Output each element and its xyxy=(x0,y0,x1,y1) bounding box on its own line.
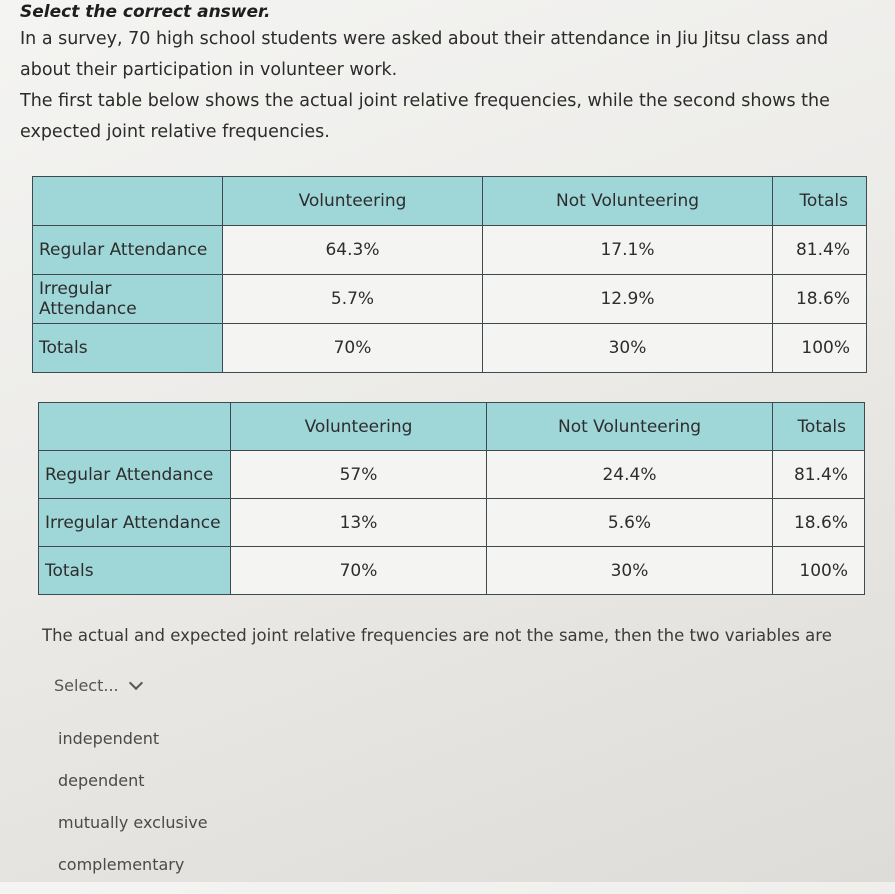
table-cell: 70% xyxy=(223,324,483,373)
table-cell: 64.3% xyxy=(223,226,483,275)
column-header-not-volunteering: Not Volunteering xyxy=(487,403,773,451)
table-header-row xyxy=(33,177,867,226)
table-corner-cell xyxy=(33,177,223,226)
row-label: Regular Attendance xyxy=(39,451,231,499)
column-header-volunteering: Volunteering xyxy=(231,403,487,451)
prompt-paragraph-1: In a survey, 70 high school students were asked about their attendance in Jiu Jitsu class and about their participation in volunteer work. xyxy=(20,29,829,80)
chevron-down-icon xyxy=(129,676,143,690)
column-header-totals: Totals xyxy=(773,403,865,451)
question-prompt xyxy=(20,24,880,148)
table-cell: 18.6% xyxy=(773,499,865,547)
row-label: Totals xyxy=(33,324,223,373)
column-header-not-volunteering: Not Volunteering xyxy=(483,177,773,226)
dropdown-placeholder: Select... xyxy=(54,676,119,695)
table-cell: 81.4% xyxy=(773,226,867,275)
table-cell: 100% xyxy=(773,324,867,373)
row-label: Irregular Attendance xyxy=(33,275,223,324)
table-cell: 5.7% xyxy=(223,275,483,324)
table-corner-cell xyxy=(39,403,231,451)
table-cell: 30% xyxy=(487,547,773,595)
table-cell: 81.4% xyxy=(773,451,865,499)
answer-statement: The actual and expected joint relative frequencies are not the same, then the two variables are xyxy=(42,626,832,645)
table-cell: 13% xyxy=(231,499,487,547)
table-row xyxy=(33,226,867,275)
table-header-row xyxy=(39,403,865,451)
row-label: Totals xyxy=(39,547,231,595)
instruction-text: Select the correct answer. xyxy=(20,2,271,22)
table-cell: 18.6% xyxy=(773,275,867,324)
table-cell: 12.9% xyxy=(483,275,773,324)
dropdown-option-dependent[interactable]: dependent xyxy=(58,771,145,790)
dropdown-options-list xyxy=(58,726,208,894)
column-header-volunteering: Volunteering xyxy=(223,177,483,226)
column-header-totals: Totals xyxy=(773,177,867,226)
expected-frequency-table xyxy=(38,402,864,595)
table-row xyxy=(39,451,865,499)
answer-dropdown[interactable] xyxy=(54,676,141,695)
actual-frequency-table xyxy=(32,176,866,373)
dropdown-option-mutually-exclusive[interactable]: mutually exclusive xyxy=(58,813,208,832)
table-row xyxy=(39,547,865,595)
row-label: Regular Attendance xyxy=(33,226,223,275)
table-cell: 17.1% xyxy=(483,226,773,275)
table-cell: 100% xyxy=(773,547,865,595)
dropdown-option-independent[interactable]: independent xyxy=(58,729,160,748)
table-cell: 5.6% xyxy=(487,499,773,547)
prompt-paragraph-2: The first table below shows the actual joint relative frequencies, while the second shows the expected joint relative frequencies. xyxy=(20,91,830,142)
table-row xyxy=(33,324,867,373)
table-cell: 24.4% xyxy=(487,451,773,499)
table-cell: 57% xyxy=(231,451,487,499)
dropdown-option-complementary[interactable]: complementary xyxy=(58,855,185,874)
table-cell: 70% xyxy=(231,547,487,595)
table-row xyxy=(33,275,867,324)
row-label: Irregular Attendance xyxy=(39,499,231,547)
table-cell: 30% xyxy=(483,324,773,373)
table-row xyxy=(39,499,865,547)
